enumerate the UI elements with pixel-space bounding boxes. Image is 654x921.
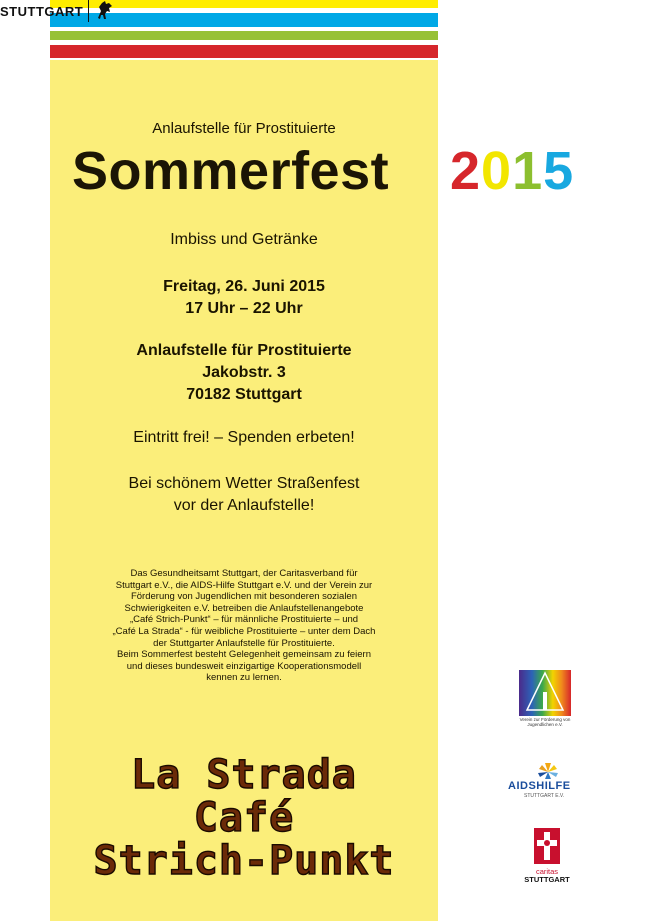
food-line: Imbiss und Getränke xyxy=(170,231,318,248)
aidshilfe-wordmark: AIDSHILFE xyxy=(508,780,571,792)
body-line: kennen zu lernen. xyxy=(206,672,282,684)
description-paragraph xyxy=(80,568,408,684)
caritas-logo xyxy=(522,826,582,888)
body-line: und dieses bundesweit einzigartige Kooperationsmodell xyxy=(126,660,362,672)
caritas-flame-cross-icon xyxy=(522,826,572,866)
logo-divider xyxy=(88,0,89,22)
year-digit: 2 xyxy=(450,141,482,201)
stripe-green xyxy=(50,31,438,40)
flyer-year xyxy=(450,140,574,202)
body-line: „Café Strich-Punkt“ – für männliche Prostituierte – und xyxy=(129,614,359,626)
year-digit: 0 xyxy=(481,141,513,201)
date-line: Freitag, 26. Juni 2015 xyxy=(163,278,325,295)
date-block xyxy=(50,276,438,320)
stripe-red xyxy=(50,45,438,58)
entry-line: Eintritt frei! – Spenden erbeten! xyxy=(133,429,355,446)
year-digit: 5 xyxy=(543,141,575,201)
aidshilfe-subtitle: STUTTGART E.V. xyxy=(524,793,565,799)
venue-name: Anlaufstelle für Prostituierte xyxy=(136,342,352,359)
verein-logo xyxy=(519,670,571,732)
strich-punkt-logo-text: Strich-Punkt xyxy=(93,838,395,884)
body-line: Schwierigkeiten e.V. betreiben die Anlaufstellenangebote xyxy=(124,602,364,614)
stuttgart-wordmark: STUTTGART xyxy=(0,4,84,19)
body-line: Förderung von Jugendlichen mit besonderen sozialen xyxy=(130,591,358,603)
body-line: Das Gesundheitsamt Stuttgart, der Caritasverband für xyxy=(130,568,358,579)
body-line: Beim Sommerfest besteht Gelegenheit gemeinsam zu feiern xyxy=(117,649,371,661)
flyer-subtitle: Anlaufstelle für Prostituierte xyxy=(152,120,336,137)
aidshilfe-logo xyxy=(508,762,588,802)
caritas-wordmark: caritas xyxy=(535,867,559,876)
body-line: „Café La Strada“ - für weibliche Prostituierte – unter dem Dach xyxy=(112,625,376,637)
venue-city: 70182 Stuttgart xyxy=(186,386,302,403)
verein-caption xyxy=(519,717,571,727)
venue-block xyxy=(50,340,438,406)
time-line: 17 Uhr – 22 Uhr xyxy=(185,300,303,317)
weather-block xyxy=(50,473,438,517)
cafe-logo-text: Café xyxy=(193,795,295,841)
la-strada-logo-text: La Strada xyxy=(131,752,357,798)
body-line: der Stuttgarter Anlaufstelle für Prostituierte. xyxy=(153,637,335,649)
star-burst-icon xyxy=(528,762,568,780)
body-line: Stuttgart e.V., die AIDS-Hilfe Stuttgart e.V. und der Verein zur xyxy=(115,579,373,591)
verein-caption-line: Verein zur Förderung von xyxy=(519,717,571,722)
verein-caption-line: Jugendlichen e.V. xyxy=(527,722,563,727)
flyer-title: Sommerfest xyxy=(72,141,390,201)
weather-line: vor der Anlaufstelle! xyxy=(173,497,315,514)
venue-street: Jakobstr. 3 xyxy=(202,364,286,381)
rainbow-tent-icon xyxy=(519,670,571,716)
caritas-city: STUTTGART xyxy=(524,875,570,884)
year-digit: 1 xyxy=(512,141,544,201)
weather-line: Bei schönem Wetter Straßenfest xyxy=(128,475,360,492)
horse-icon xyxy=(96,0,114,25)
